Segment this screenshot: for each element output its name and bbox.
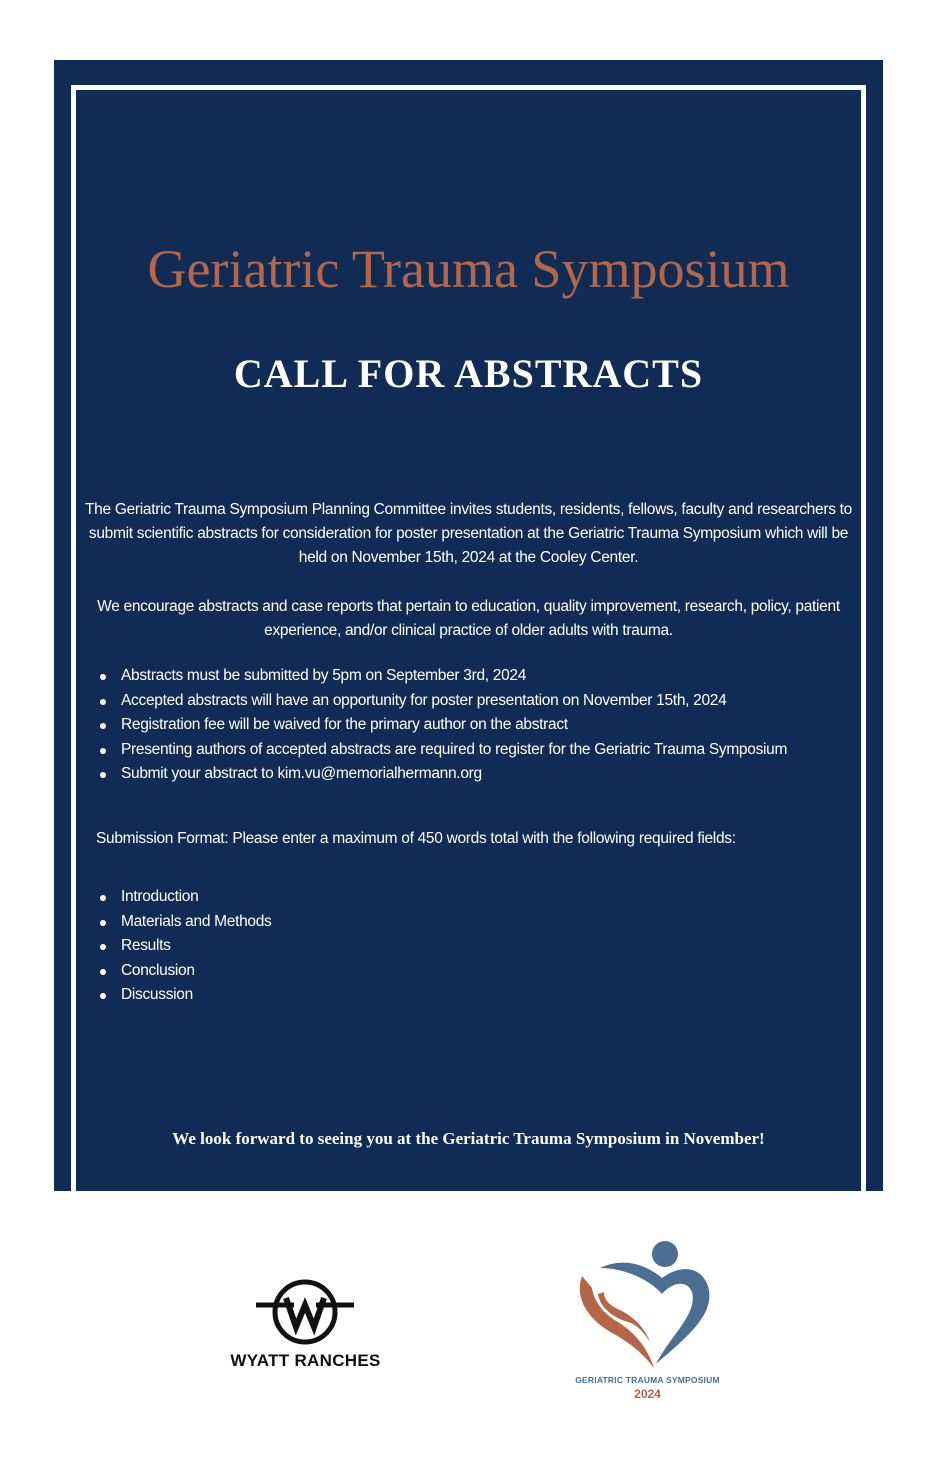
bullet-icon: [100, 674, 106, 680]
list-item: [100, 959, 272, 984]
poster-title: Geriatric Trauma Symposium: [147, 239, 790, 299]
details-list: [100, 664, 787, 787]
list-item-text: Accepted abstracts will have an opportunity for poster presentation on November 15th, 2024: [121, 691, 727, 709]
list-item-text: Registration fee will be waived for the primary author on the abstract: [121, 716, 568, 734]
bullet-icon: [100, 699, 106, 705]
list-item: [100, 664, 787, 689]
bullet-icon: [100, 895, 106, 901]
list-item: [100, 713, 787, 738]
poster-subtitle: CALL FOR ABSTRACTS: [233, 351, 704, 396]
list-item: [100, 885, 272, 910]
wyatt-ranches-logo: [218, 1275, 393, 1375]
bullet-icon: [100, 772, 106, 778]
list-item-text: Abstracts must be submitted by 5pm on September 3rd, 2024: [121, 667, 527, 684]
bullet-icon: [100, 748, 106, 754]
wyatt-ranches-emblem-icon: [218, 1275, 393, 1350]
list-item: [100, 983, 272, 1008]
list-item-text: Materials and Methods: [121, 912, 272, 930]
heart-hands-icon: [570, 1236, 725, 1374]
list-item: [100, 689, 787, 714]
list-item-text: Presenting authors of accepted abstracts are required to register for the Geriatric Trauma Symposium: [121, 740, 788, 758]
list-item-text: Discussion: [121, 986, 193, 1004]
gts-logo: [570, 1236, 725, 1411]
email-submission-text[interactable]: Submit your abstract to kim.vu@memorialhermann.org: [121, 765, 482, 783]
required-fields-list: [100, 885, 272, 1008]
closing-message: We look forward to seeing you at the Geriatric Trauma Symposium in November!: [172, 1129, 765, 1148]
encourage-paragraph: We encourage abstracts and case reports that pertain to education, quality improvement, research, policy, patient experience, and/or clinical practice of older adults with trauma.: [97, 598, 840, 639]
list-item: [100, 762, 787, 787]
poster-panel: [54, 60, 883, 1191]
gts-logo-year: 2024: [634, 1387, 661, 1401]
bullet-icon: [100, 944, 106, 950]
submission-format-text: Submission Format: Please enter a maximum of 450 words total with the following required fields:: [96, 830, 736, 847]
bullet-icon: [100, 969, 106, 975]
bullet-icon: [100, 723, 106, 729]
gts-logo-name: GERIATRIC TRAUMA SYMPOSIUM: [575, 1375, 720, 1385]
list-item-text: Introduction: [121, 888, 199, 905]
intro-paragraph: The Geriatric Trauma Symposium Planning Committee invites students, residents, fellows, faculty and researchers to submit scientific abstracts for consideration for poster presentation at the Geriatric Trauma Symposium which will be held on November 15th, 2024 at the Cooley Center.: [85, 501, 852, 566]
list-item-text: Results: [121, 937, 171, 955]
list-item: [100, 738, 787, 763]
bullet-icon: [100, 993, 106, 999]
wyatt-ranches-name: WYATT RANCHES: [230, 1351, 381, 1370]
list-item: [100, 910, 272, 935]
list-item: [100, 934, 272, 959]
list-item-text: Conclusion: [121, 961, 195, 979]
bullet-icon: [100, 920, 106, 926]
